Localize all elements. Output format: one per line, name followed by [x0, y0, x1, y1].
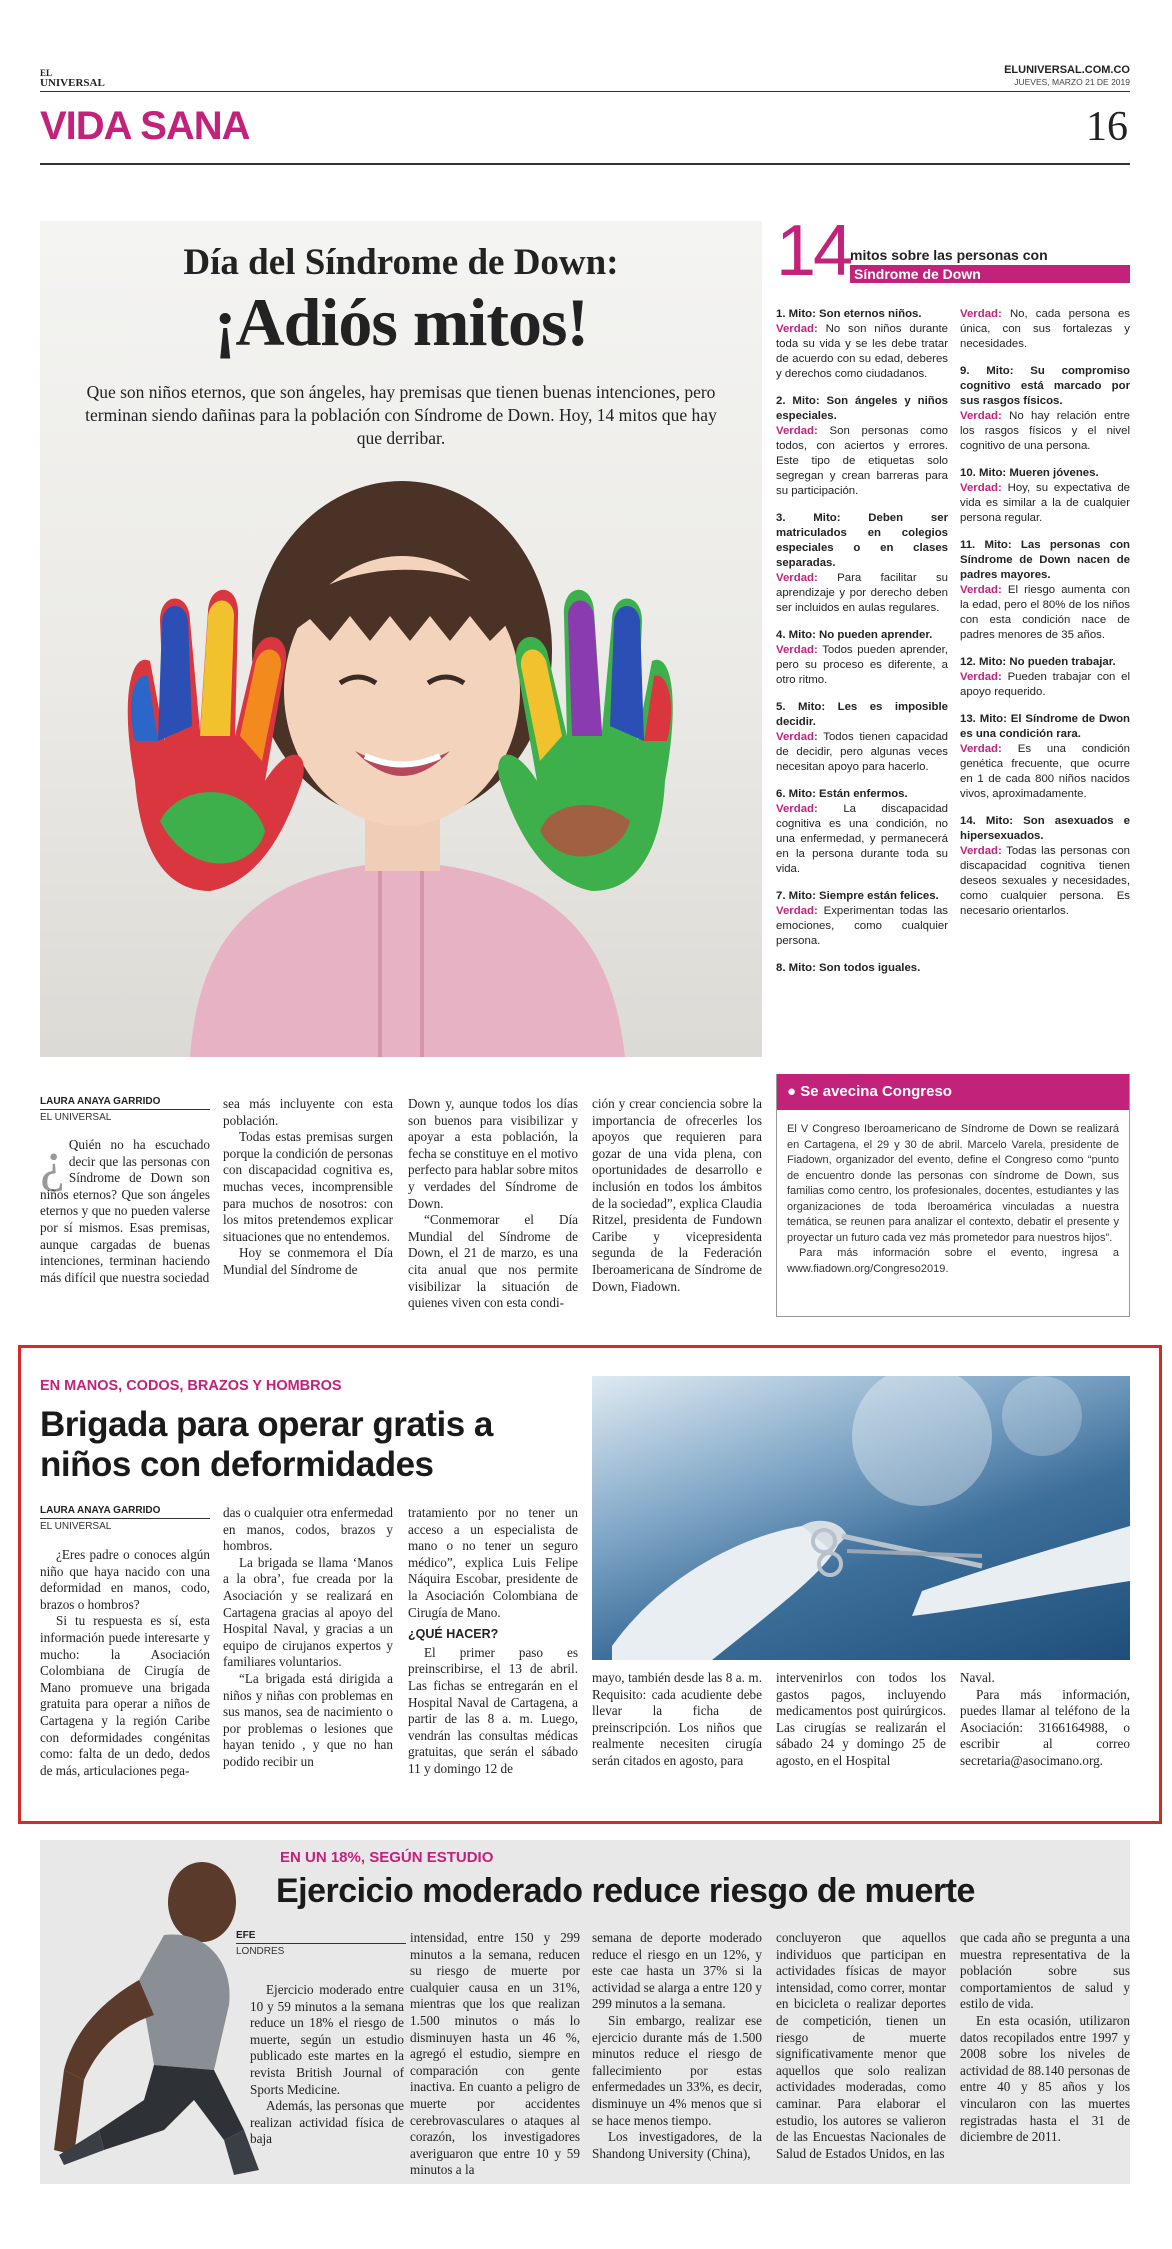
truth-text: Todas las personas con discapacidad cognitiva tienen deseos sexuales y necesidades, como cualquier persona. Es necesario orientarlos.	[960, 845, 1130, 917]
author-name: LAURA ANAYA GARRIDO	[40, 1505, 210, 1519]
brigade-col-2	[223, 1505, 393, 1771]
logo-bottom: UNIVERSAL	[40, 77, 105, 89]
paragraph: Para más información, puedes llamar al teléfono de la Asociación: 3166164988, o escribir al correo secretaria@asocimano.org.	[960, 1686, 1130, 1768]
paragraph: Ejercicio moderado entre 10 y 59 minutos a la semana reduce un 18% el riesgo de muerte, según un estudio publicado este martes en la revista British Journal of Sports Medicine.	[250, 1982, 404, 2097]
myth-entry	[776, 787, 948, 877]
truth-text: Son personas como todos, con aciertos y errores. Este tipo de etiquetas solo segregan y crean barreras para su participación.	[776, 425, 948, 497]
myths-col-1	[776, 307, 948, 988]
hero-title-line2: ¡Adiós mitos!	[213, 284, 589, 360]
athlete-illustration	[44, 1830, 264, 2184]
paragraph: Si tu respuesta es sí, esta información puede interesarte y mucho: la Asociación Colombiana de Cirugía de Mano promueve una brigada gratuita para operar a niños de Cartagena y la región Caribe con deformidades congénitas como: falta de un dedo, dedos de más, articulaciones pega-	[40, 1613, 210, 1778]
myth-statement: 10. Mito: Mueren jóvenes.	[960, 467, 1099, 479]
masthead-rule	[40, 91, 1130, 92]
paragraph: La brigada se llama ‘Manos a la obra’, fue creada por la Asociación y se realizará en Cartagena gracias al apoyo del Hospital Naval, y gracias a un equipo de cirujanos expertos y familiares voluntarios.	[223, 1554, 393, 1670]
myth-entry	[960, 814, 1130, 919]
brigade-col-6	[960, 1670, 1130, 1770]
truth-text: Hoy, su expectativa de vida es similar a la de cualquier persona regular.	[960, 482, 1131, 524]
paragraph: Sin embargo, realizar ese ejercicio durante más de 1.500 minutos reduce el riesgo de fallecimiento por estas enfermedades un 33%, es decir, disminuye un 4% menos que si se hace menos tiempo.	[592, 2012, 762, 2128]
truth-text: No hay relación entre los rasgos físicos y el nivel cognitivo de una persona.	[960, 410, 1130, 452]
myth-statement: 5. Mito: Les es imposible decidir.	[776, 701, 948, 728]
main-col-1-text: Quién no ha escuchado decir que las personas con Síndrome de Down son niños eternos? Que son ángeles eternos y que no pueden valerse por sí mismos. Esas premisas, aunque cargadas de buenas intenciones, terminan haciendo más difícil que nuestra sociedad	[40, 1137, 210, 1285]
truth-label: Verdad:	[960, 743, 1002, 755]
paragraph: semana de deporte moderado reduce el riesgo en un 12%, y este cae hasta un 37% si la actividad se alarga a entre 120 y 299 minutos a la semana.	[592, 1930, 762, 2012]
issue-date: JUEVES, MARZO 21 DE 2019	[1014, 77, 1130, 87]
truth-label: Verdad:	[776, 644, 818, 656]
exercise-headline: Ejercicio moderado reduce riesgo de muerte	[276, 1872, 975, 1910]
paragraph: tratamiento por no tener un acceso a un especialista de mano o no tener un seguro médico”, explica Luis Felipe Náquira Escobar, presidente de la Asociación Colombiana de Cirugía de Mano.	[408, 1505, 578, 1620]
paragraph: “La brigada está dirigida a niños y niñas con problemas en sus manos, sea de nacimiento o por problemas o lesiones que hayan tenido , y que no han podido recibir un	[223, 1670, 393, 1769]
myth-entry	[960, 307, 1130, 352]
exercise-byline	[236, 1930, 406, 1957]
myth-entry	[776, 511, 948, 616]
author-name: LAURA ANAYA GARRIDO	[40, 1096, 210, 1110]
truth-text: El riesgo aumenta con la edad, pero el 80% de los niños con esta condición nace de padres menores de 35 años.	[960, 584, 1130, 641]
author-org: LONDRES	[236, 1946, 285, 1957]
truth-label: Verdad:	[776, 425, 818, 437]
truth-text: Todos pueden aprender, pero su proceso es diferente, a otro ritmo.	[776, 644, 948, 686]
myth-entry	[960, 466, 1130, 526]
author-org: EL UNIVERSAL	[40, 1521, 112, 1532]
truth-text: Para facilitar su aprendizaje y por derecho deben ser incluidos en aulas regulares.	[776, 572, 949, 614]
paragraph: Down y, aunque todos los días son buenos para visibilizar y apoyar a esta población, la fecha se constituye en el motivo perfecto para hablar sobre mitos y verdades del Síndrome de Down.	[408, 1096, 578, 1211]
truth-text: Pueden trabajar con el apoyo requerido.	[960, 671, 1130, 698]
truth-text: Experimentan todas las emociones, como cualquier persona.	[776, 905, 948, 947]
section-title: VIDA SANA	[40, 104, 250, 148]
myth-statement: 1. Mito: Son eternos niños.	[776, 308, 922, 320]
myths-box	[776, 211, 1131, 1057]
paragraph: Naval.	[960, 1670, 995, 1685]
exercise-col-5	[960, 1930, 1130, 2146]
bullet-icon: ●	[787, 1083, 797, 1100]
paragraph: Los investigadores, de la Shandong University (China),	[592, 2129, 762, 2161]
truth-label: Verdad:	[960, 584, 1002, 596]
myth-entry	[960, 364, 1130, 454]
logo-top: EL	[40, 68, 53, 78]
paragraph: Además, las personas que realizan actividad física de baja	[250, 2098, 404, 2147]
main-byline	[40, 1096, 210, 1123]
paragraph: sea más incluyente con esta población.	[223, 1096, 393, 1128]
brigade-col-3	[408, 1505, 578, 1778]
myth-statement: 11. Mito: Las personas con Síndrome de Down nacen de padres mayores.	[960, 539, 1130, 581]
truth-label: Verdad:	[776, 572, 818, 584]
paragraph: Para más información sobre el evento, ingresa a www.fiadown.org/Congreso2019.	[787, 1247, 1119, 1275]
paragraph: concluyeron que aquellos individuos que participan en actividades físicas de mayor intensidad, como correr, montar en bicicleta o realizar deportes de competición, tienen un riesgo de muerte significativamente menor que aquellos que solo realizan actividades moderadas, como caminar. Para elaborar el estudio, los autores se valieron de las Encuestas Nacionales de Salud de Estados Unidos, en las	[776, 1930, 946, 2161]
myth-statement: 14. Mito: Son asexuados e hipersexuados.	[960, 815, 1130, 842]
hero-dek: Que son niños eternos, que son ángeles, hay premisas que tienen buenas intenciones, pero terminan siendo dañinas para la población con Síndrome de Down. Hoy, 14 mitos que hay que derribar.	[85, 382, 717, 448]
myth-entry	[960, 538, 1130, 643]
hero-photo	[40, 221, 762, 1057]
exercise-col-1	[250, 1982, 404, 2148]
brigade-headline	[40, 1405, 580, 1485]
truth-label: Verdad:	[776, 731, 818, 743]
myth-entry	[776, 628, 948, 688]
paragraph: mayo, también desde las 8 a. m. Requisito: cada acudiente debe llevar la ficha de preinscripción. Los niños que realmente necesiten cirugía serán citados en agosto, para	[592, 1670, 762, 1768]
paragraph: ¿Eres padre o conoces algún niño que haya nacido con una deformidad en manos, codo, brazos o hombros?	[40, 1547, 210, 1612]
subhead: ¿QUÉ HACER?	[408, 1627, 499, 1642]
truth-label: Verdad:	[960, 410, 1002, 422]
main-col-1	[40, 1131, 210, 1286]
myths-title-line2: Síndrome de Down	[850, 265, 1130, 283]
paragraph: En esta ocasión, utilizaron datos recopilados entre 1997 y 2008 sobre los niveles de actividad de 88.140 personas de entre 40 y 85 años y los vincularon con las muertes registradas hasta el 31 de diciembre de 2011.	[960, 2012, 1130, 2145]
congress-header	[777, 1074, 1129, 1110]
paragraph: ción y crear conciencia sobre la importancia de ofrecerles los apoyos que requieren para gozar de una vida plena, con oportunidades de desarrollo e inclusión en todos los ámbitos de la sociedad”, explica Claudia Ritzel, presidenta de Fundown Caribe y vicepresidenta segunda de la Federación Iberoamericana de Síndrome de Down, Fiadown.	[592, 1096, 762, 1294]
truth-label: Verdad:	[960, 671, 1002, 683]
brigade-col-4	[592, 1670, 762, 1770]
truth-text: Todos tienen capacidad de decidir, pero algunas veces necesitan apoyo para hacerlo.	[776, 731, 948, 773]
myth-statement: 2. Mito: Son ángeles y niños especiales.	[776, 395, 948, 422]
myth-statement: 8. Mito: Son todos iguales.	[776, 962, 921, 974]
main-col-4	[592, 1096, 762, 1295]
exercise-col-4	[776, 1930, 946, 2162]
myths-col-2	[960, 307, 1130, 931]
brigade-col-5	[776, 1670, 946, 1770]
congress-title: Se avecina Congreso	[800, 1083, 952, 1100]
gloved-hands-illustration	[592, 1376, 1130, 1660]
myth-entry	[776, 961, 948, 976]
brigade-byline	[40, 1505, 210, 1532]
myths-title-line1: mitos sobre las personas con	[850, 247, 1048, 263]
main-col-3	[408, 1096, 578, 1312]
truth-text: No son niños durante toda su vida y se les debe tratar de acuerdo con su edad, deberes y derechos como ciudadanos.	[776, 323, 948, 380]
truth-text: No, cada persona es única, con sus fortalezas y necesidades.	[960, 308, 1130, 350]
myth-entry	[776, 889, 948, 949]
congress-box	[776, 1074, 1130, 1317]
myth-entry	[776, 307, 948, 382]
truth-label: Verdad:	[776, 803, 818, 815]
myth-statement: 3. Mito: Deben ser matriculados en colegios especiales o en clases separadas.	[776, 512, 948, 569]
brigade-col-1	[40, 1547, 210, 1779]
drop-cap: ¿	[40, 1131, 65, 1193]
myth-entry	[960, 655, 1130, 700]
exercise-col-3	[592, 1930, 762, 2162]
main-col-2	[223, 1096, 393, 1279]
page-number: 16	[1086, 104, 1128, 150]
myth-entry	[776, 700, 948, 775]
truth-text: La discapacidad cognitiva es una condición, no una enfermedad, y permanecerá en la persona durante toda su vida.	[776, 803, 948, 875]
paragraph: El V Congreso Iberoamericano de Síndrome de Down se realizará en Cartagena, el 29 y 30 de abril. Marcelo Varela, presidente de Fiadown, organizador del evento, define el Congreso como “punto de encuentro donde las personas con síndrome de Down, sus familias como centro, los profesionales, docentes, estudiantes y las organizaciones de toda Iberoamérica vinculadas a nuestra temática, se reunen para analizar el contexto, debatir el presente y proyectar un futuro cada vez más prometedor para nuestros hijos”.	[787, 1123, 1119, 1244]
author-org: EL UNIVERSAL	[40, 1112, 112, 1123]
paragraph: Todas estas premisas surgen porque la condición de personas con discapacidad cognitiva es, muchas veces, incomprensible para muchos de nosotros: con los mitos pretendemos explicar situaciones que no entendemos.	[223, 1129, 393, 1244]
myths-number: 14	[776, 211, 851, 291]
myth-statement: 12. Mito: No pueden trabajar.	[960, 656, 1116, 668]
truth-label: Verdad:	[960, 308, 1002, 320]
author-name: EFE	[236, 1930, 406, 1944]
myth-statement: 4. Mito: No pueden aprender.	[776, 629, 933, 641]
paragraph: “Conmemorar el Día Mundial del Síndrome de Down, el 21 de marzo, es una cita anual que nos permite visibilizar la situación de quienes viven con esta condi-	[408, 1212, 578, 1311]
masthead	[40, 62, 1130, 166]
exercise-kicker: EN UN 18%, SEGÚN ESTUDIO	[280, 1849, 494, 1866]
congress-body	[777, 1110, 1129, 1277]
paragraph: intensidad, entre 150 y 299 minutos a la semana, reducen su riesgo de muerte por cualquier causa en un 31%, mientras que los que realizan 1.500 minutos o más lo disminuyen hasta un 46 %, agregó el estudio, siempre en comparación con gente inactiva. En cuanto a peligro de muerte por accidentes cerebrovasculares o ataques al corazón, los investigadores averiguaron que entre 10 y 59 minutos a la	[410, 1930, 580, 2178]
headline-line: Brigada para operar gratis a	[40, 1405, 493, 1444]
myth-statement: 13. Mito: El Síndrome de Dwon es una condición rara.	[960, 713, 1130, 740]
myth-statement: 7. Mito: Siempre están felices.	[776, 890, 939, 902]
headline-line: niños con deformidades	[40, 1445, 434, 1484]
brigade-kicker: EN MANOS, CODOS, BRAZOS Y HOMBROS	[40, 1378, 342, 1394]
logo	[40, 68, 105, 88]
truth-label: Verdad:	[776, 323, 818, 335]
myth-statement: 9. Mito: Su compromiso cognitivo está marcado por sus rasgos físicos.	[960, 365, 1130, 407]
paragraph: das o cualquier otra enfermedad en manos, codos, brazos y hombros.	[223, 1505, 393, 1554]
exercise-col-2	[410, 1930, 580, 2179]
site-name: ELUNIVERSAL.COM.CO	[1004, 64, 1130, 76]
myth-statement: 6. Mito: Están enfermos.	[776, 788, 908, 800]
paragraph: Hoy se conmemora el Día Mundial del Síndrome de	[223, 1245, 393, 1277]
paragraph: intervenirlos con todos los gastos pagos, incluyendo medicamentos post quirúrgicos. Las cirugías se realizarán el sábado 24 y domingo 25 de agosto, en el Hospital	[776, 1670, 946, 1768]
surgery-photo	[592, 1376, 1130, 1660]
section-rule	[40, 163, 1130, 165]
truth-label: Verdad:	[960, 845, 1002, 857]
paragraph: El primer paso es preinscribirse, el 13 de abril. Las fichas se entregarán en el Hospital Naval de Cartagena, a partir de las 8 a. m. Luego, vendrán las consultas médicas gratuitas, que serán el sábado 11 y domingo 12 de	[408, 1644, 578, 1776]
truth-label: Verdad:	[960, 482, 1002, 494]
truth-text: Es una condición genética frecuente, que ocurre en 1 de cada 800 niños nacidos vivos, aproximadamente.	[960, 743, 1130, 800]
hero-title-line1: Día del Síndrome de Down:	[183, 242, 619, 283]
truth-label: Verdad:	[776, 905, 818, 917]
myth-entry	[960, 712, 1130, 802]
paragraph: que cada año se pregunta a una muestra representativa de la población sobre sus comportamientos de salud y estilo de vida.	[960, 1930, 1130, 2012]
myth-entry	[776, 394, 948, 499]
athlete-photo	[44, 1830, 264, 2184]
